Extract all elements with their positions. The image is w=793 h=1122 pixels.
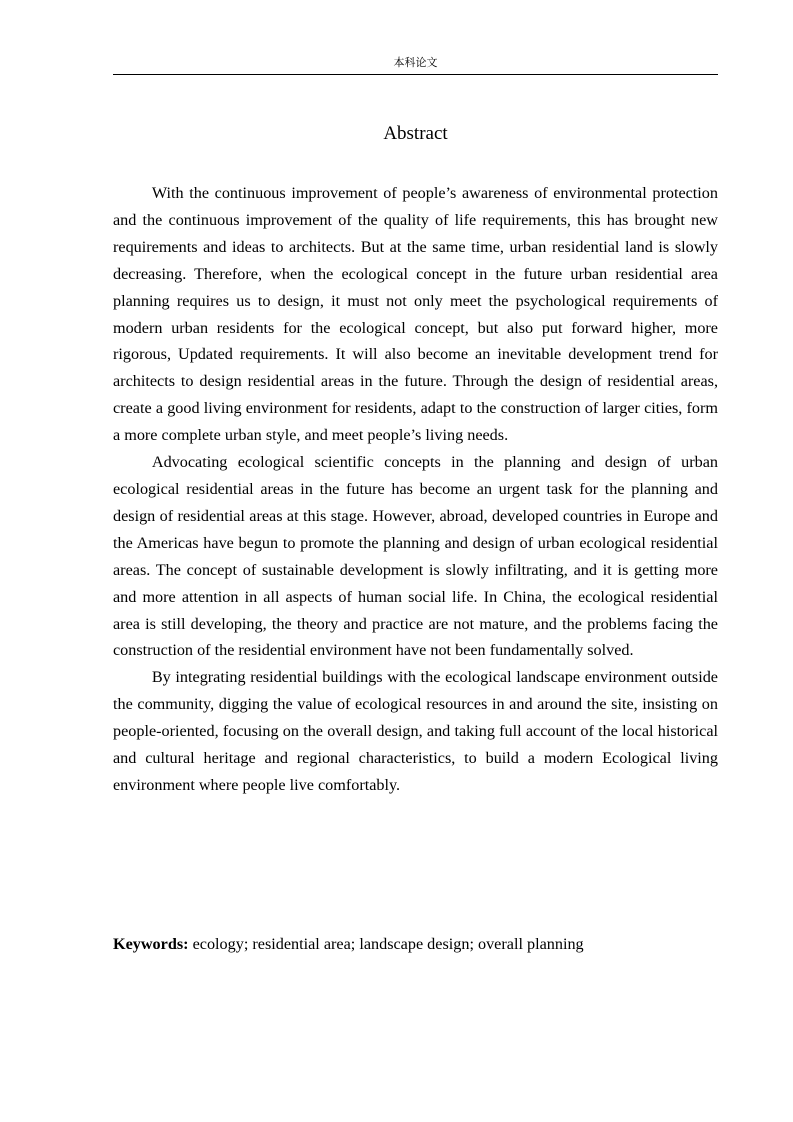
abstract-paragraph-3: By integrating residential buildings with the ecological landscape environment outside the community, digging the value of ecological resources in and around the site, insisting on people-oriented, focusing on the overall design, and taking full account of the local historical and cultural heritage and regional characteristics, to build a modern Ecological living environment where people live comfortably. [113, 668, 718, 794]
keywords-label: Keywords: [113, 935, 189, 953]
abstract-paragraph-2: Advocating ecological scientific concepts in the planning and design of urban ecological residential areas in the future has become an urgent task for the planning and design of residential areas at this stage. However, abroad, developed countries in Europe and the Americas have begun to promote the planning and design of urban ecological residential areas. The concept of sustainable development is slowly infiltrating, and it is getting more and more attention in all aspects of human social life. In China, the ecological residential area is still developing, the theory and practice are not mature, and the problems facing the construction of the residential environment have not been fundamentally solved. [113, 453, 718, 660]
page-header [113, 57, 718, 75]
abstract-body [113, 180, 718, 799]
keywords-line [113, 931, 718, 958]
abstract-title: Abstract [383, 123, 448, 144]
abstract-paragraph-1: With the continuous improvement of people’s awareness of environmental protection and the continuous improvement of the quality of life requirements, this has brought new requirements and ideas to architects. But at the same time, urban residential land is slowly decreasing. Therefore, when the ecological concept in the future urban residential area planning requires us to design, it must not only meet the psychological requirements of modern urban residents for the ecological concept, but also put forward higher, more rigorous, Updated requirements. It will also become an inevitable development trend for architects to design residential areas in the future. Through the design of residential areas, create a good living environment for residents, adapt to the construction of larger cities, form a more complete urban style, and meet people’s living needs. [113, 184, 718, 445]
header-text: 本科论文 [393, 57, 438, 69]
keywords-value: ecology; residential area; landscape design; overall planning [188, 935, 584, 953]
